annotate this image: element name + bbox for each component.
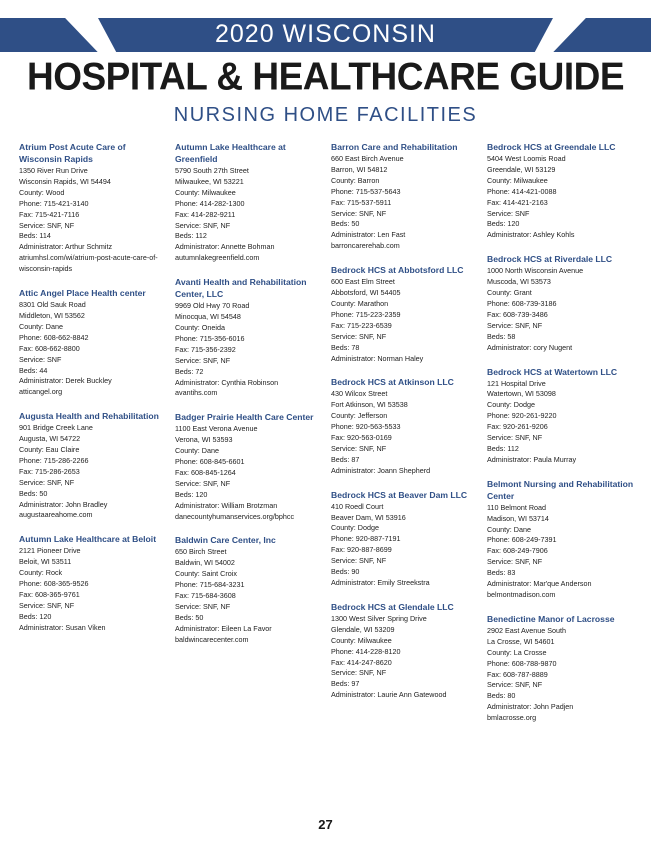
facility-detail: Service: SNF	[487, 208, 530, 218]
facility-detail: Beds: 72	[175, 366, 204, 376]
facility-detail: County: Jefferson	[331, 411, 388, 421]
facility-entry	[487, 253, 637, 353]
facility-detail: Service: SNF, NF	[331, 331, 387, 341]
facility-detail: Beds: 120	[175, 489, 208, 499]
facility-detail: Administrator: Len Fast	[331, 230, 406, 240]
facility-detail: barroncarerehab.com	[331, 241, 400, 251]
facility-detail: Service: SNF, NF	[331, 208, 387, 218]
facility-detail: County: Rock	[19, 568, 63, 578]
facility-detail: Administrator: John Padjen	[487, 702, 574, 712]
facility-detail: County: Dodge	[487, 400, 535, 410]
facility-name: Belmont Nursing and Rehabilitation Center	[487, 478, 634, 501]
facility-detail: Phone: 608-845-6601	[175, 457, 245, 467]
facility-detail: Fax: 414-247-8620	[331, 657, 392, 667]
facility-detail: County: Wood	[19, 187, 65, 197]
facility-detail: Fax: 715-223-6539	[331, 320, 392, 330]
facility-name: Autumn Lake Healthcare at Beloit	[19, 534, 157, 545]
facility-detail: Beds: 44	[19, 365, 48, 375]
facility-detail: Beds: 112	[487, 443, 519, 453]
facility-detail: Milwaukee, WI 53221	[175, 176, 244, 186]
facility-entry	[487, 478, 637, 601]
facility-name: Bedrock HCS at Glendale LLC	[331, 601, 454, 612]
facility-detail: Beds: 50	[175, 612, 204, 622]
facility-detail: Beds: 58	[487, 331, 516, 341]
facility-detail: Fax: 715-421-7116	[19, 209, 80, 219]
facility-detail: County: Oneida	[175, 322, 225, 332]
facility-detail: Service: SNF	[19, 354, 62, 364]
facility-detail: Phone: 920-563-5533	[331, 422, 401, 432]
facility-detail: Administrator: Annette Bohman	[175, 242, 275, 252]
facility-detail: Phone: 414-282-1300	[175, 198, 245, 208]
facility-detail: Administrator: Emily Streekstra	[331, 578, 430, 587]
facility-detail: Minocqua, WI 54548	[175, 312, 241, 322]
facility-entry	[175, 534, 325, 645]
facility-detail: County: Dane	[19, 321, 63, 331]
column-2	[175, 141, 325, 658]
facility-detail: Fax: 920-887-8699	[331, 545, 392, 555]
facility-detail: atriumhsl.com/wi/atrium-post-acute-care-of-wisconsin-rapids	[19, 253, 158, 274]
facility-detail: Fax: 414-282-9211	[175, 209, 236, 219]
facility-detail: Phone: 715-356-6016	[175, 333, 245, 343]
facility-detail: 1000 North Wisconsin Avenue	[487, 266, 584, 276]
facility-detail: Greendale, WI 53129	[487, 164, 556, 174]
facility-detail: 9969 Old Hwy 70 Road	[175, 301, 250, 311]
facility-detail: 1350 River Run Drive	[19, 166, 88, 175]
facility-name: Bedrock HCS at Abbotsford LLC	[331, 265, 464, 276]
facility-detail: Administrator: Mar'que Anderson	[487, 579, 592, 589]
facility-detail: Beds: 114	[19, 231, 51, 241]
facility-name: Bedrock HCS at Greendale LLC	[487, 142, 616, 152]
page-title: HOSPITAL & HEALTHCARE GUIDE	[26, 54, 625, 98]
facility-detail: Verona, WI 53593	[175, 435, 233, 445]
facility-entry	[19, 410, 169, 521]
facility-detail: Beaver Dam, WI 53916	[331, 512, 406, 522]
facility-detail: County: Grant	[487, 288, 532, 298]
facility-detail: baldwincarecenter.com	[175, 634, 249, 644]
facility-detail: Beds: 87	[331, 454, 360, 464]
facility-detail: Phone: 608-365-9526	[19, 579, 89, 589]
facility-detail: Phone: 920-887-7191	[331, 534, 401, 544]
column-3	[331, 141, 481, 713]
facility-name: Bedrock HCS at Watertown LLC	[487, 366, 618, 377]
page-number: 27	[318, 817, 333, 832]
facility-detail: Service: SNF, NF	[331, 443, 387, 453]
facility-detail: Service: SNF, NF	[175, 478, 231, 488]
facility-name: Badger Prairie Health Care Center	[175, 412, 314, 423]
facility-detail: 1100 East Verona Avenue	[175, 424, 258, 434]
facility-detail: 5404 West Loomis Road	[487, 154, 566, 163]
facility-detail: belmontmadison.com	[487, 590, 556, 599]
facility-detail: Service: SNF, NF	[487, 433, 543, 443]
facility-detail: Fax: 715-537-5911	[331, 197, 392, 207]
column-1	[19, 141, 169, 646]
facility-detail: County: Eau Claire	[19, 445, 80, 455]
facility-entry	[19, 141, 169, 275]
facility-detail: Service: SNF, NF	[331, 668, 387, 678]
facility-detail: Madison, WI 53714	[487, 513, 549, 523]
facility-detail: 5790 South 27th Street	[175, 166, 249, 175]
facility-detail: Augusta, WI 54722	[19, 434, 81, 444]
facility-detail: Fax: 608-249-7906	[487, 546, 548, 556]
facility-entry	[19, 287, 169, 398]
facility-name: Autumn Lake Healthcare at Greenfield	[175, 142, 286, 164]
facility-detail: Phone: 715-537-5643	[331, 186, 401, 196]
facility-detail: 600 East Elm Street	[331, 277, 395, 287]
facility-detail: 121 Hospital Drive	[487, 378, 546, 388]
facility-detail: 660 East Birch Avenue	[331, 154, 404, 163]
facility-name: Baldwin Care Center, Inc	[175, 535, 276, 546]
facility-detail: Watertown, WI 53098	[487, 389, 556, 399]
facility-name: Bedrock HCS at Beaver Dam LLC	[331, 489, 468, 500]
facility-detail: Service: SNF, NF	[487, 557, 543, 567]
facility-detail: Service: SNF, NF	[487, 320, 543, 330]
facility-detail: Service: SNF, NF	[487, 680, 543, 690]
facility-detail: County: Milwaukee	[487, 175, 548, 185]
facility-detail: Beds: 50	[19, 488, 48, 498]
facility-detail: Muscoda, WI 53573	[487, 277, 551, 287]
facility-detail: County: Milwaukee	[331, 635, 392, 645]
facility-detail: Barron, WI 54812	[331, 164, 388, 174]
facility-detail: Abbotsford, WI 54405	[331, 288, 401, 298]
facility-detail: Service: SNF, NF	[331, 556, 387, 566]
facility-entry	[175, 141, 325, 264]
facility-detail: Beds: 80	[487, 691, 516, 701]
facility-detail: Fax: 715-286-2653	[19, 466, 80, 476]
facility-detail: Administrator: Paula Murray	[487, 454, 577, 464]
facility-detail: Beds: 83	[487, 568, 516, 578]
facility-name: Attic Angel Place Health center	[19, 288, 146, 299]
facility-detail: County: Dane	[175, 446, 219, 456]
facility-detail: Fax: 608-845-1264	[175, 467, 236, 477]
facility-detail: Service: SNF, NF	[19, 220, 75, 230]
facility-detail: Phone: 715-421-3140	[19, 198, 89, 208]
facility-detail: Beds: 90	[331, 567, 360, 577]
facility-detail: Fax: 608-662-8800	[19, 343, 80, 353]
facility-name: Barron Care and Rehabilitation	[331, 142, 458, 152]
facility-detail: danecountyhumanservices.org/bphcc	[175, 511, 295, 521]
facility-detail: Beds: 50	[331, 219, 360, 229]
facility-entry	[175, 411, 325, 522]
facility-detail: Fax: 608-787-8889	[487, 669, 548, 679]
facility-detail: Administrator: Norman Haley	[331, 353, 424, 363]
facility-detail: Fax: 608-739-3486	[487, 309, 548, 319]
facility-detail: Phone: 608-788-9870	[487, 658, 557, 668]
facility-name: Bedrock HCS at Riverdale LLC	[487, 254, 613, 265]
facility-detail: County: Marathon	[331, 298, 389, 308]
facility-detail: atticangel.org	[19, 387, 63, 397]
facility-detail: Administrator: Derek Buckley	[19, 376, 112, 386]
facility-name: Avanti Health and Rehabilitation Center, LLC	[175, 277, 307, 300]
facility-detail: Phone: 608-662-8842	[19, 332, 89, 342]
facility-detail: 8301 Old Sauk Road	[19, 300, 86, 310]
facility-detail: 2902 East Avenue South	[487, 625, 566, 635]
facility-detail: 410 Roedl Court	[331, 501, 384, 511]
facility-detail: Administrator: Ashley Kohls	[487, 230, 575, 240]
facility-detail: Service: SNF, NF	[19, 477, 75, 487]
facility-detail: Phone: 608-739-3186	[487, 298, 557, 308]
facility-entry	[487, 366, 637, 466]
facility-detail: Service: SNF, NF	[175, 355, 231, 365]
facility-detail: Administrator: Cynthia Robinson	[175, 377, 279, 387]
facility-entry	[19, 533, 169, 633]
facility-detail: Phone: 920-261-9220	[487, 411, 557, 421]
column-4	[487, 141, 637, 736]
facility-entry	[331, 141, 481, 252]
facility-detail: bmlacrosse.org	[487, 713, 537, 723]
facility-detail: Glendale, WI 53209	[331, 624, 395, 634]
facility-detail: Service: SNF, NF	[175, 220, 231, 230]
facility-detail: Administrator: John Bradley	[19, 499, 108, 509]
facility-detail: County: Saint Croix	[175, 569, 237, 579]
facility-name: Atrium Post Acute Care of Wisconsin Rapids	[19, 142, 126, 164]
facility-detail: Fort Atkinson, WI 53538	[331, 400, 408, 410]
facility-detail: Service: SNF, NF	[175, 602, 231, 611]
facility-entry	[331, 264, 481, 364]
facility-detail: Fax: 920-563-0169	[331, 433, 392, 443]
facility-detail: Phone: 414-421-0088	[487, 186, 557, 196]
facility-detail: County: Dodge	[331, 523, 379, 533]
facility-detail: 2121 Pioneer Drive	[19, 546, 81, 556]
facility-columns	[19, 141, 639, 811]
facility-entry	[175, 276, 325, 399]
facility-detail: 650 Birch Street	[175, 547, 227, 557]
facility-detail: Phone: 414-228-8120	[331, 646, 401, 656]
facility-detail: Beds: 120	[19, 611, 52, 621]
facility-detail: Administrator: Laurie Ann Gatewood	[331, 690, 447, 700]
facility-entry	[487, 613, 637, 724]
facility-detail: Administrator: Susan Viken	[19, 622, 106, 632]
facility-detail: County: Dane	[487, 524, 531, 534]
facility-detail: La Crosse, WI 54601	[487, 636, 555, 646]
facility-detail: Beds: 97	[331, 679, 360, 689]
facility-detail: Fax: 715-356-2392	[175, 344, 236, 354]
facility-entry	[487, 141, 637, 241]
facility-entry	[331, 376, 481, 476]
facility-name: Bedrock HCS at Atkinson LLC	[331, 377, 454, 388]
facility-detail: County: Milwaukee	[175, 187, 236, 197]
facility-detail: Beds: 78	[331, 342, 360, 352]
facility-entry	[331, 601, 481, 701]
facility-detail: Administrator: Arthur Schmitz	[19, 242, 113, 252]
facility-detail: 901 Bridge Creek Lane	[19, 423, 93, 433]
facility-detail: Administrator: Eileen La Favor	[175, 623, 272, 633]
facility-name: Augusta Health and Rehabilitation	[19, 411, 159, 422]
facility-detail: Beds: 112	[175, 231, 207, 241]
facility-detail: Administrator: cory Nugent	[487, 342, 573, 352]
facility-detail: autumnlakegreenfield.com	[175, 253, 260, 263]
facility-detail: Service: SNF, NF	[19, 600, 75, 610]
banner-text: 2020 WISCONSIN	[214, 20, 436, 48]
facility-detail: 430 Wilcox Street	[331, 389, 388, 399]
facility-detail: County: Barron	[331, 175, 380, 185]
facility-detail: Fax: 920-261-9206	[487, 422, 548, 432]
facility-detail: Middleton, WI 53562	[19, 310, 85, 320]
facility-detail: Fax: 608-365-9761	[19, 590, 80, 599]
facility-detail: Phone: 715-684-3231	[175, 580, 245, 590]
facility-detail: augustaareahome.com	[19, 510, 93, 520]
facility-detail: Beloit, WI 53511	[19, 557, 72, 567]
facility-detail: County: La Crosse	[487, 647, 547, 657]
facility-detail: Wisconsin Rapids, WI 54494	[19, 176, 111, 186]
facility-detail: Administrator: Joann Shepherd	[331, 465, 431, 475]
facility-detail: Phone: 608-249-7391	[487, 535, 557, 545]
facility-detail: Fax: 715-684-3608	[175, 591, 236, 601]
facility-detail: 1300 West Silver Spring Drive	[331, 613, 427, 623]
facility-detail: Phone: 715-223-2359	[331, 309, 401, 319]
facility-entry	[331, 489, 481, 589]
facility-detail: 110 Belmont Road	[487, 502, 547, 512]
page-subtitle: NURSING HOME FACILITIES	[173, 104, 478, 126]
facility-detail: Fax: 414-421-2163	[487, 197, 548, 207]
facility-detail: Administrator: William Brotzman	[175, 500, 278, 510]
facility-detail: Baldwin, WI 54002	[175, 558, 235, 568]
facility-name: Benedictine Manor of Lacrosse	[487, 613, 615, 624]
facility-detail: Beds: 120	[487, 219, 520, 229]
facility-detail: Phone: 715-286-2266	[19, 455, 89, 465]
facility-detail: avantihs.com	[175, 388, 218, 398]
